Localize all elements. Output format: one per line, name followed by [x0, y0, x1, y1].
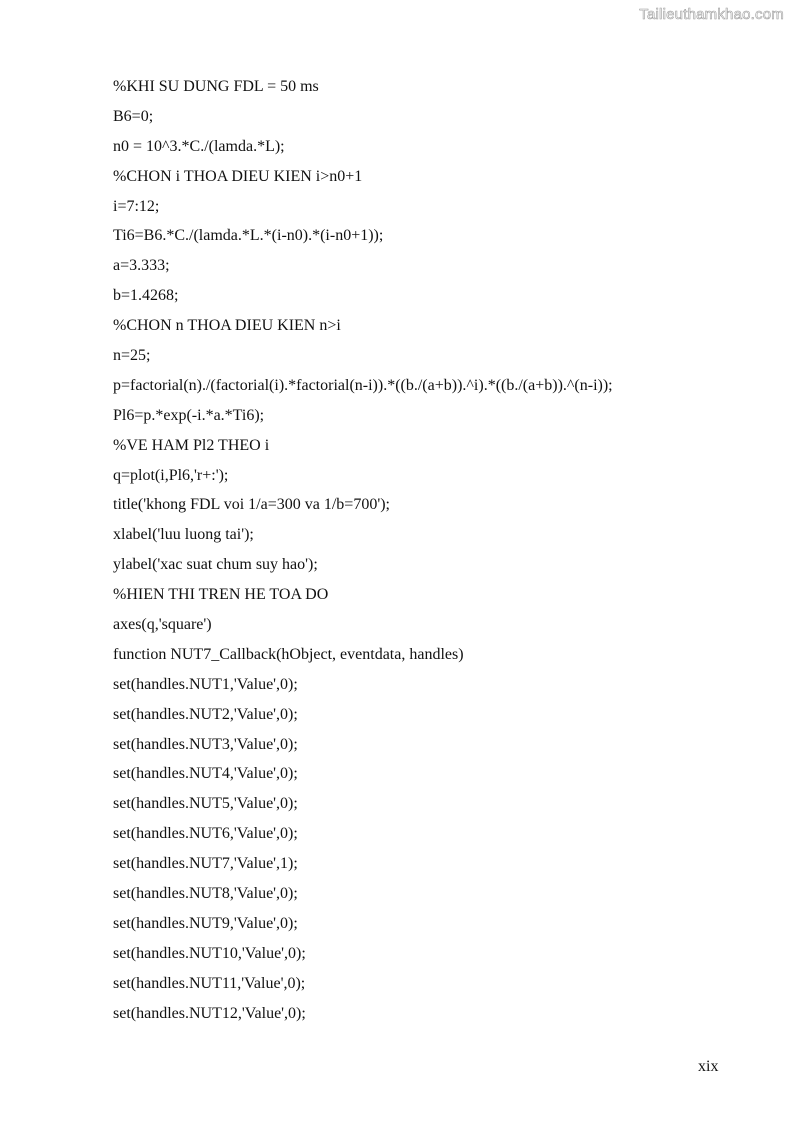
code-line: set(handles.NUT5,'Value',0); [113, 795, 298, 813]
code-line: set(handles.NUT10,'Value',0); [113, 944, 306, 962]
code-line: set(handles.NUT12,'Value',0); [113, 1004, 306, 1022]
code-block [113, 77, 753, 1034]
code-line: set(handles.NUT4,'Value',0); [113, 765, 298, 783]
code-line: function NUT7_Callback(hObject, eventdata, handles) [113, 645, 464, 663]
code-line: set(handles.NUT11,'Value',0); [113, 974, 306, 992]
code-line: a=3.333; [113, 257, 170, 275]
code-line: %CHON n THOA DIEU KIEN n>i [113, 317, 341, 335]
code-line: %HIEN THI TREN HE TOA DO [113, 586, 329, 604]
code-line: n=25; [113, 347, 151, 365]
code-line: b=1.4268; [113, 287, 179, 305]
code-line: set(handles.NUT8,'Value',0); [113, 885, 298, 903]
code-line: xlabel('luu luong tai'); [113, 526, 254, 544]
code-line: q=plot(i,Pl6,'r+:'); [113, 466, 229, 484]
code-line: set(handles.NUT6,'Value',0); [113, 825, 298, 843]
code-line: i=7:12; [113, 197, 160, 215]
code-line: p=factorial(n)./(factorial(i).*factorial(n-i)).*((b./(a+b)).^i).*((b./(a+b)).^(n-i)); [113, 376, 613, 394]
code-line: set(handles.NUT1,'Value',0); [113, 675, 298, 693]
code-line: Ti6=B6.*C./(lamda.*L.*(i-n0).*(i-n0+1)); [113, 227, 384, 245]
code-line: %VE HAM Pl2 THEO i [113, 436, 270, 454]
code-line: set(handles.NUT9,'Value',0); [113, 914, 298, 932]
code-line: set(handles.NUT7,'Value',1); [113, 855, 298, 873]
code-line: %CHON i THOA DIEU KIEN i>n0+1 [113, 167, 363, 185]
code-line: B6=0; [113, 107, 154, 125]
watermark-text: Tailieuthamkhao.com [639, 6, 784, 23]
code-line: axes(q,'square') [113, 616, 212, 634]
code-line: n0 = 10^3.*C./(lamda.*L); [113, 137, 285, 155]
code-line: set(handles.NUT3,'Value',0); [113, 735, 298, 753]
code-line: set(handles.NUT2,'Value',0); [113, 705, 298, 723]
code-line: title('khong FDL voi 1/a=300 va 1/b=700'); [113, 496, 390, 514]
code-line: ylabel('xac suat chum suy hao'); [113, 556, 318, 574]
code-line: %KHI SU DUNG FDL = 50 ms [113, 78, 319, 95]
code-line: Pl6=p.*exp(-i.*a.*Ti6); [113, 406, 265, 424]
page-number: xix [698, 1058, 719, 1075]
